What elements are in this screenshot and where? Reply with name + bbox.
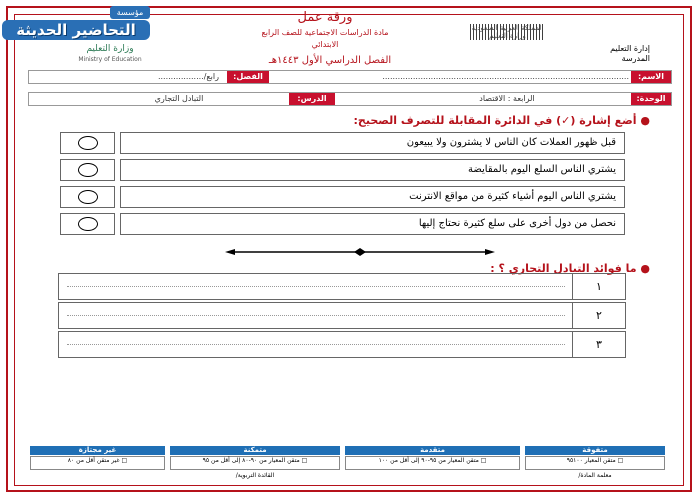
statement-item-2: يشتري الناس السلع اليوم بالمقايضة bbox=[120, 159, 625, 181]
ornament-divider bbox=[225, 248, 495, 256]
answer-row-3[interactable] bbox=[58, 331, 626, 358]
class-label: الفصل: bbox=[227, 71, 269, 83]
statement-item-1: قبل ظهور العملات كان الناس لا يشترون ولا يبيعون bbox=[120, 132, 625, 154]
answer-number: ٣ bbox=[572, 332, 625, 357]
section1-instruction bbox=[210, 114, 650, 127]
question-text: ما فوائد التبادل التجاري ؟ : bbox=[490, 262, 637, 275]
subtitle-line-2: الابتدائي bbox=[311, 40, 339, 49]
grade-criterion-proficient[interactable]: □ متقن المعيار من ٩٠-٨٠ إلى أقل من ٩٥ bbox=[170, 456, 340, 470]
statement-item-4: نحصل من دول أخرى على سلع كثيرة نحتاج إليها bbox=[120, 213, 625, 235]
answer-row-1[interactable] bbox=[58, 273, 626, 300]
semester-label: الفصل الدراسي الأول ١٤٤٣هـ bbox=[268, 55, 392, 66]
answer-circle-cell-4[interactable] bbox=[60, 213, 115, 235]
statement-item-3: يشتري الناس اليوم أشياء كثيرة من مواقع الانترنت bbox=[120, 186, 625, 208]
answer-circle-cell-1[interactable] bbox=[60, 132, 115, 154]
page-title: ورقة عمل bbox=[297, 10, 353, 25]
leader-signature: القائدة التربوية/ bbox=[235, 472, 275, 479]
lesson-label: الدرس: bbox=[289, 93, 335, 105]
student-info-row bbox=[28, 70, 672, 84]
grade-criterion-failed[interactable]: □ غير متقن أقل من ٨٠ bbox=[30, 456, 165, 470]
answer-circle-icon[interactable] bbox=[78, 163, 98, 177]
teacher-signature: معلمة المادة/ bbox=[578, 472, 612, 479]
name-label: الاسم: bbox=[631, 71, 671, 83]
answer-line[interactable] bbox=[67, 344, 565, 345]
instruction-text: أضع إشارة (✓) في الدائرة المقابلة للتصرف الصحيح: bbox=[353, 114, 637, 127]
grade-label-proficient: متمكنة bbox=[170, 446, 340, 455]
grade-label-excellent: متفوقة bbox=[525, 446, 665, 455]
ministry-label: وزارة التعليم bbox=[86, 44, 134, 54]
unit-value: الرابعة : الاقتصاد bbox=[479, 94, 535, 103]
grade-label-failed: غير مجتازة bbox=[30, 446, 165, 455]
answer-circle-cell-3[interactable] bbox=[60, 186, 115, 208]
ministry-label-en: Ministry of Education bbox=[78, 56, 142, 63]
answer-row-2[interactable] bbox=[58, 302, 626, 329]
lesson-value: التبادل التجاري bbox=[154, 94, 204, 103]
bullet-icon: ● bbox=[640, 262, 650, 275]
answer-circle-icon[interactable] bbox=[78, 190, 98, 204]
answer-line[interactable] bbox=[67, 315, 565, 316]
ksa-emblem-text: المملكة العربية السعودية وزارة التعليم bbox=[471, 24, 544, 40]
answer-circle-cell-2[interactable] bbox=[60, 159, 115, 181]
unit-label: الوحدة: bbox=[631, 93, 671, 105]
grade-field[interactable]: رابع/.................. bbox=[157, 72, 219, 81]
subtitle-line-1: مادة الدراسات الاجتماعية للصف الرابع bbox=[261, 28, 389, 37]
bullet-icon: ● bbox=[640, 114, 650, 127]
page-subtitle bbox=[215, 27, 435, 51]
name-field[interactable]: ................................................................................................. bbox=[382, 72, 629, 81]
dept-label: إدارة التعليم bbox=[610, 44, 650, 53]
answer-circle-icon[interactable] bbox=[78, 136, 98, 150]
answer-number: ١ bbox=[572, 274, 625, 299]
unit-row bbox=[28, 92, 672, 106]
school-label: المدرسة bbox=[621, 54, 650, 63]
grade-criterion-advanced[interactable]: □ متقن المعيار من ٩٥-٩٠ إلى أقل من ١٠٠ bbox=[345, 456, 520, 470]
brand-logo-text: التحاضير الحديثة bbox=[2, 20, 150, 40]
school-info bbox=[580, 44, 650, 64]
grade-label-advanced: متقدمة bbox=[345, 446, 520, 455]
answer-number: ٢ bbox=[572, 303, 625, 328]
brand-sub-label: مؤسسة bbox=[110, 6, 150, 19]
answer-line[interactable] bbox=[67, 286, 565, 287]
grade-criterion-excellent[interactable]: □ متقن المعيار ٩٥١٠٠ bbox=[525, 456, 665, 470]
answer-circle-icon[interactable] bbox=[78, 217, 98, 231]
